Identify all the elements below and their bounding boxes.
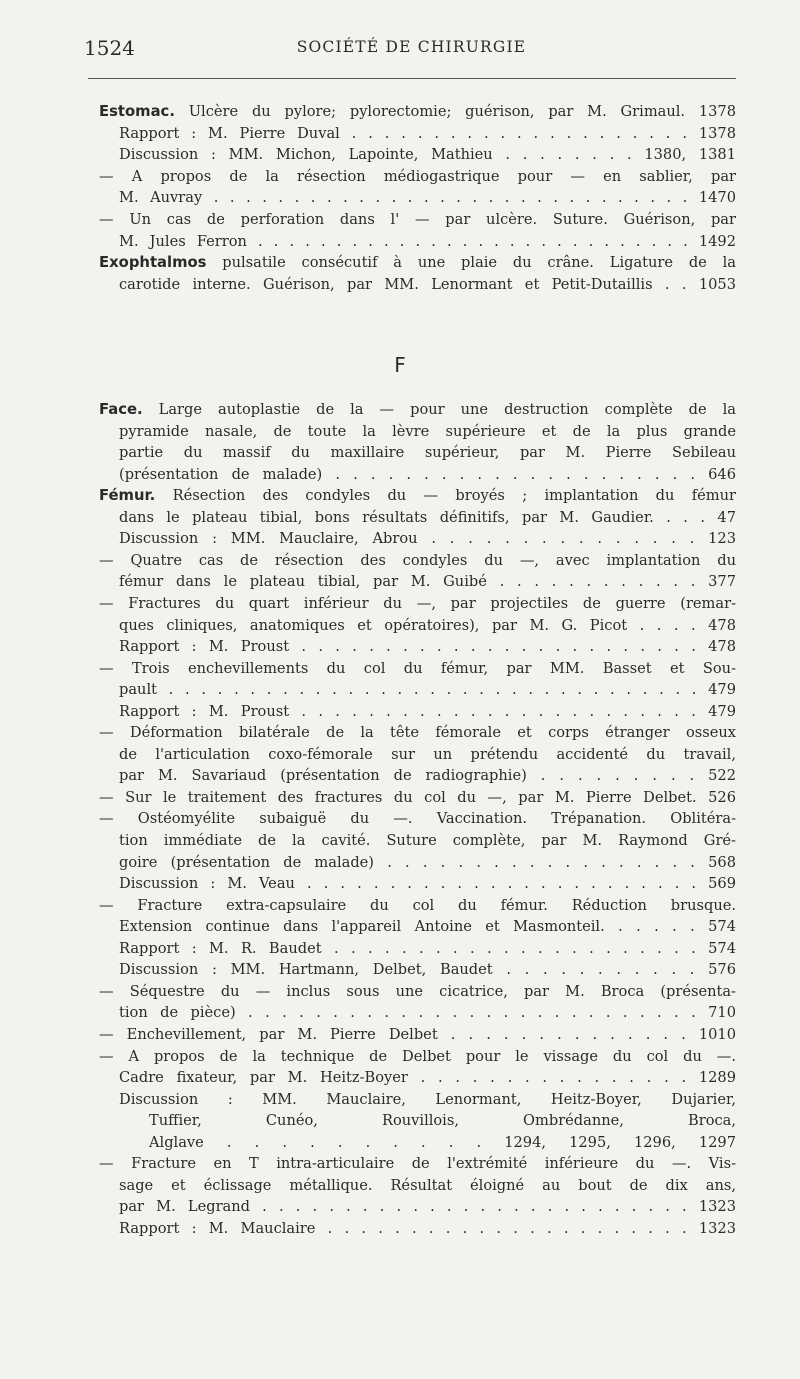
index-line: — Un cas de perforation dans l' — par ulcère. Suture. Guérison, par bbox=[99, 211, 736, 228]
index-line: (présentation de malade) . . . . . . . . . . . . . . . . . . . . . 646 bbox=[119, 465, 736, 483]
index-line: Tuffier, Cunéo, Rouvillois, Ombrédanne, Broca, bbox=[149, 1112, 736, 1130]
index-line: pyramide nasale, de toute la lèvre supérieure et de la plus grande bbox=[119, 422, 736, 440]
index-line: Fémur. Résection des condyles du — broyés ; implantation du fémur bbox=[99, 487, 736, 505]
index-line: Rapport : M. Proust . . . . . . . . . . . . . . . . . . . . . . . . 479 bbox=[119, 702, 736, 720]
index-line: Face. Large autoplastie de la — pour une destruction complète de la bbox=[99, 401, 736, 418]
page-header bbox=[84, 36, 739, 62]
page-number: 1524 bbox=[84, 36, 135, 60]
index-line: par M. Savariaud (présentation de radiographie) . . . . . . . . . 522 bbox=[119, 767, 736, 785]
index-line: — Déformation bilatérale de la tête fémorale et corps étranger osseux bbox=[99, 724, 736, 742]
running-title: SOCIÉTÉ DE CHIRURGIE bbox=[296, 38, 527, 56]
index-line: Rapport : M. Pierre Duval . . . . . . . . . . . . . . . . . . . . . 1378 bbox=[119, 124, 736, 142]
index-line: — Ostéomyélite subaiguë du —. Vaccination. Trépanation. Oblitéra- bbox=[99, 810, 736, 828]
index-line: Rapport : M. R. Baudet . . . . . . . . . . . . . . . . . . . . . . 574 bbox=[119, 939, 736, 957]
index-line: Rapport : M. Proust . . . . . . . . . . . . . . . . . . . . . . . . 478 bbox=[119, 638, 736, 656]
index-line: Alglave . . . . . . . . . . 1294, 1295, 1296, 1297 bbox=[149, 1133, 736, 1151]
index-line: fémur dans le plateau tibial, par M. Guibé . . . . . . . . . . . . 377 bbox=[119, 573, 736, 591]
index-line: Discussion : M. Veau . . . . . . . . . . . . . . . . . . . . . . . . 569 bbox=[119, 875, 736, 893]
index-line: dans le plateau tibial, bons résultats définitifs, par M. Gaudier. . . . 47 bbox=[119, 508, 736, 526]
index-line: Discussion : MM. Mauclaire, Lenormant, Heitz-Boyer, Dujarier, bbox=[119, 1090, 736, 1108]
index-line: Discussion : MM. Mauclaire, Abrou . . . . . . . . . . . . . . . 123 bbox=[119, 530, 736, 548]
index-line: tion immédiate de la cavité. Suture complète, par M. Raymond Gré- bbox=[119, 832, 736, 849]
index-line: partie du massif du maxillaire supérieur, par M. Pierre Sebileau bbox=[119, 444, 736, 462]
index-line: Extension continue dans l'appareil Antoine et Masmonteil. . . . . . 574 bbox=[119, 918, 736, 936]
index-line: — Sur le traitement des fractures du col du —, par M. Pierre Delbet. 526 bbox=[99, 788, 736, 806]
index-line: de l'articulation coxo-fémorale sur un prétendu accidenté du travail, bbox=[119, 745, 736, 763]
index-heading: Face. bbox=[99, 401, 143, 418]
index-line: carotide interne. Guérison, par MM. Lenormant et Petit-Dutaillis . . 1053 bbox=[119, 275, 736, 293]
index-line: — Fractures du quart inférieur du —, par projectiles de guerre (remar- bbox=[99, 594, 736, 612]
section-letter: F bbox=[394, 353, 406, 377]
index-line: par M. Legrand . . . . . . . . . . . . . . . . . . . . . . . . . . 1323 bbox=[119, 1198, 736, 1216]
index-line: — A propos de la résection médiogastrique pour — en sablier, par bbox=[99, 167, 736, 185]
index-heading: Fémur. bbox=[99, 487, 156, 505]
header-rule bbox=[88, 78, 736, 79]
index-line: sage et éclissage métallique. Résultat éloigné au bout de dix ans, bbox=[119, 1176, 736, 1194]
index-line: tion de pièce) . . . . . . . . . . . . . . . . . . . . . . . . . . . 710 bbox=[119, 1004, 736, 1022]
index-line: Discussion : MM. Michon, Lapointe, Mathieu . . . . . . . . 1380, 1381 bbox=[119, 146, 736, 164]
index-line: goire (présentation de malade) . . . . . . . . . . . . . . . . . . 568 bbox=[119, 853, 736, 871]
index-line: Exophtalmos pulsatile consécutif à une plaie du crâne. Ligature de la bbox=[99, 254, 736, 272]
index-line: — Fracture extra-capsulaire du col du fémur. Réduction brusque. bbox=[99, 896, 736, 914]
index-heading: Exophtalmos bbox=[99, 254, 207, 272]
index-heading: Estomac. bbox=[99, 103, 175, 120]
index-line: Discussion : MM. Hartmann, Delbet, Baudet . . . . . . . . . . . 576 bbox=[119, 961, 736, 979]
index-line: ques cliniques, anatomiques et opératoires), par M. G. Picot . . . . 478 bbox=[119, 616, 736, 634]
index-line: — A propos de la technique de Delbet pour le vissage du col du —. bbox=[99, 1047, 736, 1065]
index-line: — Trois enchevillements du col du fémur, par MM. Basset et Sou- bbox=[99, 659, 736, 677]
index-line: Rapport : M. Mauclaire . . . . . . . . . . . . . . . . . . . . . . 1323 bbox=[119, 1219, 736, 1237]
index-line: — Quatre cas de résection des condyles du —, avec implantation du bbox=[99, 551, 736, 569]
index-line: Cadre fixateur, par M. Heitz-Boyer . . . . . . . . . . . . . . . . 1289 bbox=[119, 1069, 736, 1087]
index-line: — Fracture en T intra-articulaire de l'extrémité inférieure du —. Vis- bbox=[99, 1155, 736, 1173]
index-line: M. Jules Ferron . . . . . . . . . . . . . . . . . . . . . . . . . . . . 1492 bbox=[119, 232, 736, 250]
index-line: M. Auvray . . . . . . . . . . . . . . . . . . . . . . . . . . . . . . 1470 bbox=[119, 189, 736, 207]
index-line: Estomac. Ulcère du pylore; pylorectomie; guérison, par M. Grimaul. 1378 bbox=[99, 103, 736, 120]
index-line: pault . . . . . . . . . . . . . . . . . . . . . . . . . . . . . . . . . 479 bbox=[119, 681, 736, 699]
index-line: — Enchevillement, par M. Pierre Delbet . . . . . . . . . . . . . . 1010 bbox=[99, 1025, 736, 1043]
index-line: — Séquestre du — inclus sous une cicatrice, par M. Broca (présenta- bbox=[99, 982, 736, 1000]
